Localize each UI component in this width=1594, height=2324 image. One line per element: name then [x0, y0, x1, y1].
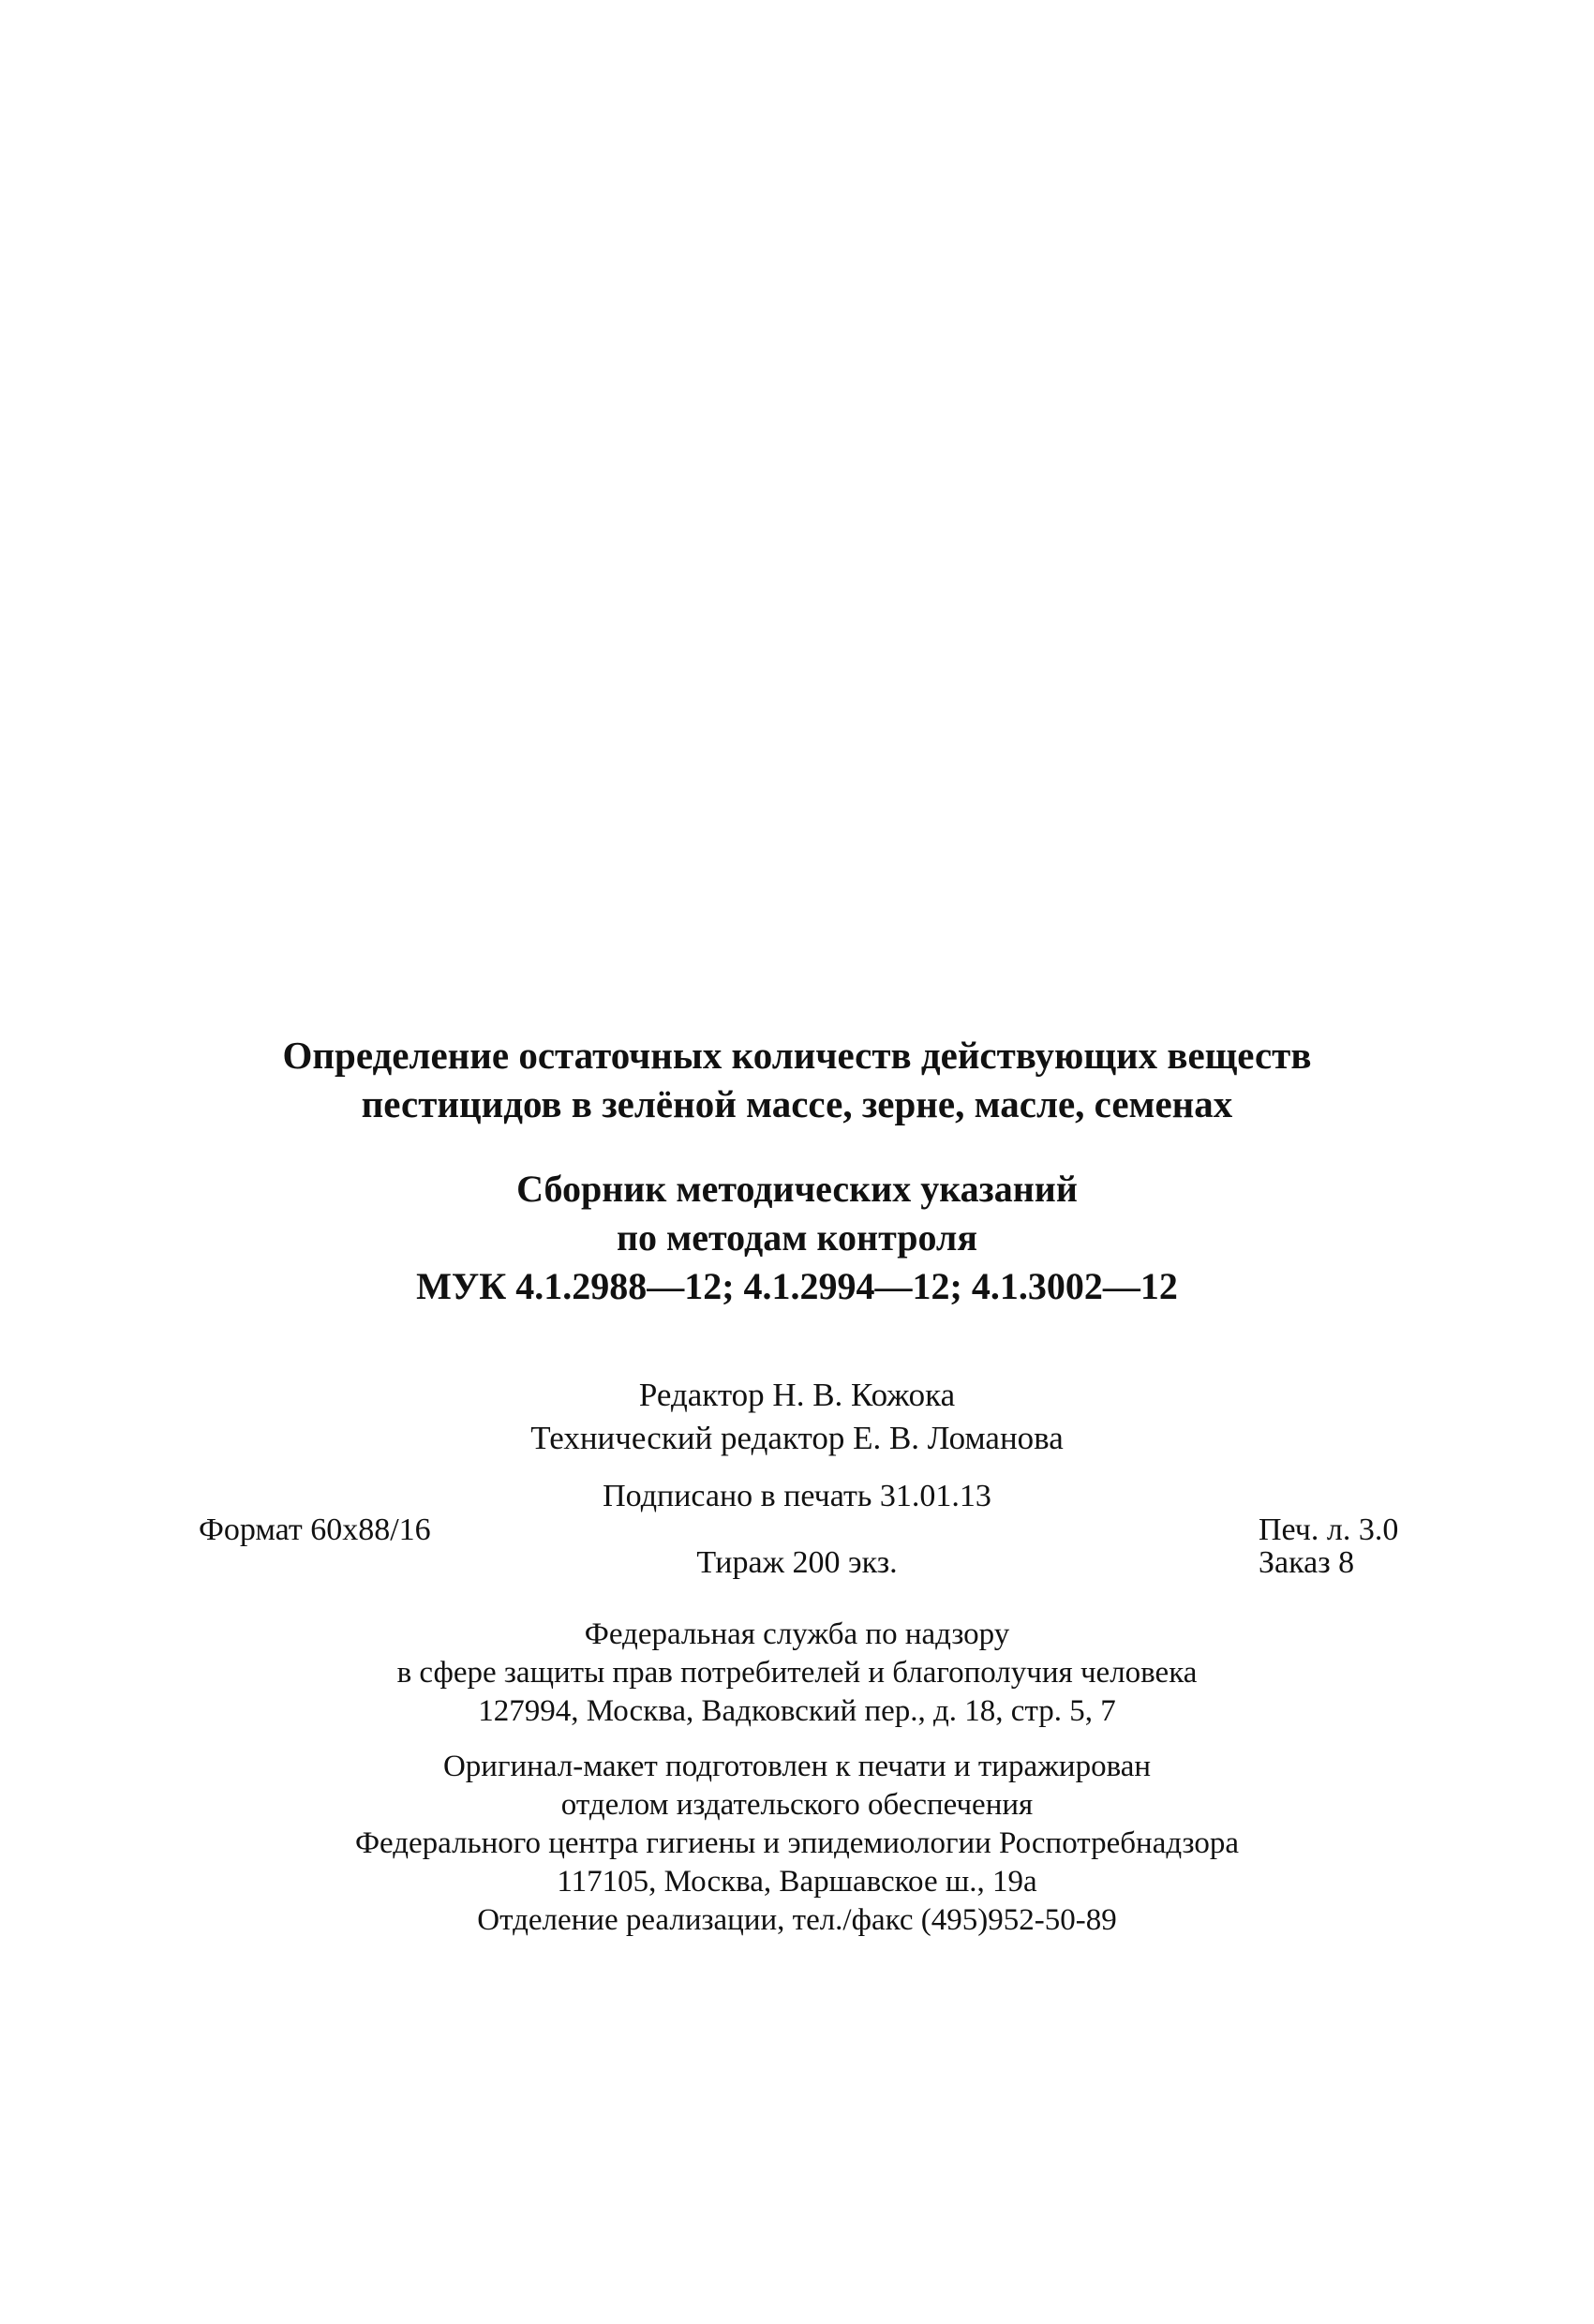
- publisher-line-2: в сфере защиты прав потребителей и благополучия человека: [396, 1656, 1198, 1690]
- collection-heading: [0, 1165, 1594, 1311]
- layout-info-block: [0, 1748, 1594, 1940]
- layout-line-2: отделом издательского обеспечения: [560, 1788, 1034, 1822]
- publisher-block: [0, 1616, 1594, 1731]
- editor-name: Редактор Н. В. Кожока: [638, 1377, 956, 1413]
- print-run: Тираж 200 экз.: [696, 1545, 898, 1580]
- editors-block: [0, 1374, 1594, 1460]
- collection-line-2: по методам контроля: [617, 1216, 977, 1259]
- paper-format: Формат 60х88/16: [199, 1512, 431, 1547]
- document-title: [0, 1031, 1594, 1128]
- order-number: Заказ 8: [1259, 1545, 1355, 1580]
- signed-for-print: Подписано в печать 31.01.13: [603, 1479, 991, 1513]
- collection-line-1: Сборник методических указаний: [516, 1168, 1078, 1210]
- title-line-2: пестицидов в зелёной массе, зерне, масле, семенах: [361, 1082, 1233, 1125]
- layout-address: 117105, Москва, Варшавское ш., 19а: [557, 1865, 1037, 1899]
- layout-line-1: Оригинал-макет подготовлен к печати и тиражирован: [442, 1750, 1152, 1783]
- layout-line-3: Федерального центра гигиены и эпидемиологии Роспотребнадзора: [354, 1826, 1240, 1860]
- sales-contact: Отделение реализации, тел./факс (495)952-50-89: [477, 1903, 1117, 1937]
- publisher-address: 127994, Москва, Вадковский пер., д. 18, стр. 5, 7: [478, 1694, 1116, 1728]
- printed-sheets: Печ. л. 3.0: [1259, 1512, 1399, 1547]
- collection-line-3: МУК 4.1.2988—12; 4.1.2994—12; 4.1.3002—12: [416, 1265, 1178, 1307]
- publisher-line-1: Федеральная служба по надзору: [584, 1617, 1010, 1651]
- technical-editor-name: Технический редактор Е. В. Ломанова: [530, 1420, 1064, 1456]
- title-line-1: Определение остаточных количеств действующих веществ: [282, 1034, 1312, 1077]
